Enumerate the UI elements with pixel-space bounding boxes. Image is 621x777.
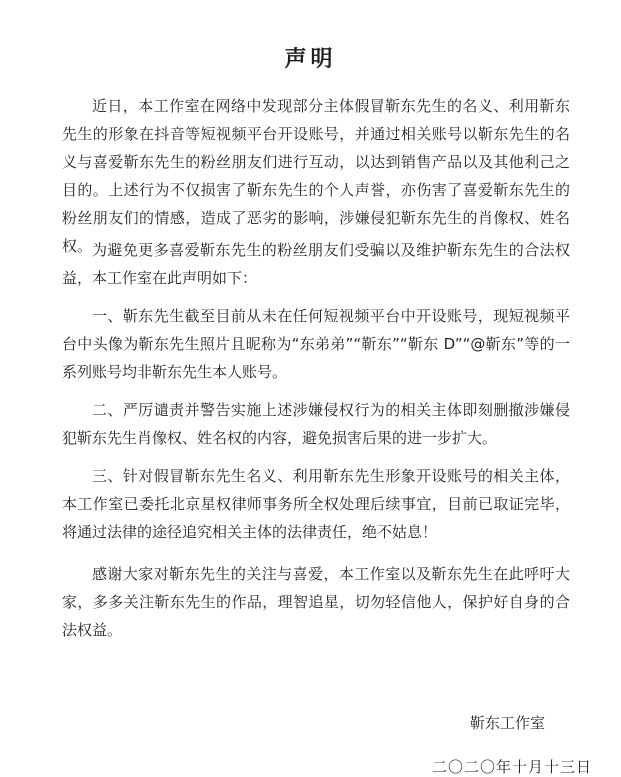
paragraph-item-3: 三、针对假冒靳东先生名义、利用靳东先生形象开设账号的相关主体，本工作室已委托北京星权律师事务所全权处理后续事宜，目前已取证完毕，将通过法律的途径追究相关主体的法律责任，绝不姑息！ <box>62 467 570 541</box>
statement-date: 二〇二〇年十月十三日 <box>432 758 593 776</box>
page-title: 声明 <box>284 47 337 72</box>
paragraph-closing: 感谢大家对靳东先生的关注与喜爱，本工作室以及靳东先生在此呼吁大家，多多关注靳东先生的作品，理智追星，切勿轻信他人，保护好自身的合法权益。 <box>62 565 570 639</box>
paragraph-intro: 近日，本工作室在网络中发现部分主体假冒靳东先生的名义、利用靳东先生的形象在抖音等短视频平台开设账号，并通过相关账号以靳东先生的名义与喜爱靳东先生的粉丝朋友们进行互动，以达到销售产品以及其他利己之目的。上述行为不仅损害了靳东先生的个人声誉，亦伤害了喜爱靳东先生的粉丝朋友们的情感，造成了恶劣的影响，涉嫌侵犯靳东先生的肖像权、姓名权。 <box>62 97 570 255</box>
signature: 靳东工作室 <box>470 714 546 732</box>
paragraph-item-2: 二、严厉谴责并警告实施上述涉嫌侵权行为的相关主体即刻删撤涉嫌侵犯靳东先生肖像权、姓名权的内容，避免损害后果的进一步扩大。 <box>62 401 570 447</box>
paragraph-item-1: 一、靳东先生截至目前从未在任何短视频平台中开设账号，现短视频平台中头像为靳东先生照片且昵称为“东弟弟”“靳东”“靳东 D”“@靳东”等的一系列账号均非靳东先生本人账号。 <box>62 307 570 381</box>
paragraph-purpose: 为避免更多喜爱靳东先生的粉丝朋友们受骗以及维护靳东先生的合法权益，本工作室在此声明如下： <box>62 241 570 287</box>
